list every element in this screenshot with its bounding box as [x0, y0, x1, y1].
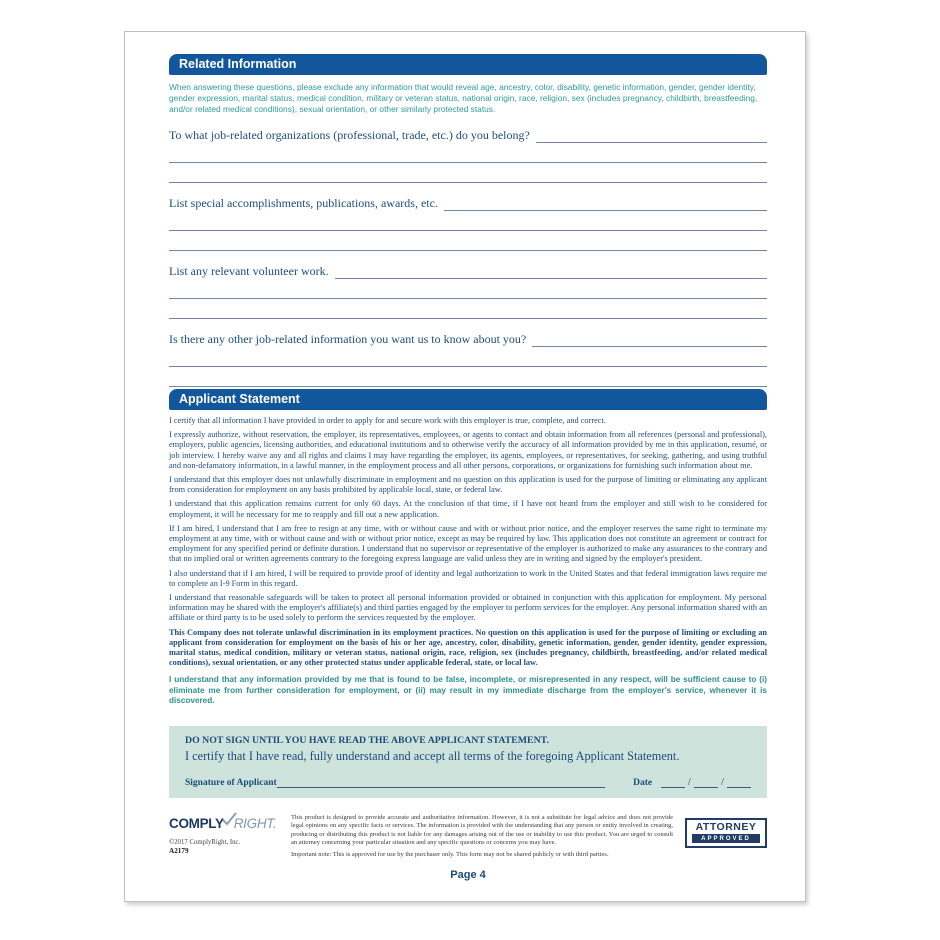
statement-paragraph: I certify that all information I have provided in order to apply for and secure work with this employer is true, complete, and correct. [169, 416, 606, 425]
question-label: To what job-related organizations (professional, trade, etc.) do you belong? [169, 128, 530, 142]
question-block [169, 332, 767, 387]
complyright-logo [169, 814, 279, 855]
answer-line[interactable] [169, 211, 767, 231]
signature-box [169, 726, 767, 798]
statement-paragraph: I understand that this application remains current for only 60 days. At the conclusion of that time, if I have not heard from the employer and still wish to be considered for employment, it will be necessary for me to reapply and fill out a new application. [169, 499, 767, 519]
answer-line[interactable] [169, 347, 767, 367]
important-note: Important note: This is approved for use by the purchaser only. This form may not be shared publicly or with third parties. [291, 851, 609, 859]
question-label: List special accomplishments, publications, awards, etc. [169, 196, 438, 210]
certify-statement: I certify that I have read, fully understand and accept all terms of the foregoing Applicant Statement. [185, 749, 680, 763]
intro-note: When answering these questions, please exclude any information that would reveal age, ancestry, color, disability, genetic information, gender, gender identity, gender expression, marital status, medical condition, military or veteran status, national origin, race, religion, sex (includes pregnancy, childbirth, breastfeeding, and/or related medical conditions), sexual orientation, or other similarly protected status. [169, 82, 758, 114]
footer [169, 814, 767, 881]
copyright-text: ©2017 ComplyRight, Inc. [169, 839, 241, 846]
page-number: Page 4 [450, 869, 486, 882]
date-field-month[interactable] [661, 776, 685, 788]
legal-disclaimer: This product is designed to provide accurate and authoritative information. However, it is not a substitute for legal advice and does not provide legal opinions on any specific facts or services. The information is provided with the understanding that any person or entity involved in creating, producing or distributing this product is not liable for any damages arising out of the use or inability to use this product. You are urged to consult an attorney concerning your particular situation and any specific questions or concerns you may have. [291, 814, 673, 846]
logo-right-text: RIGHT. [233, 816, 277, 831]
badge-approved-text: APPROVED [692, 834, 760, 843]
date-spacer [652, 776, 661, 788]
attorney-approved-badge [685, 818, 767, 848]
form-page-sheet [124, 31, 806, 902]
section-title: Applicant Statement [179, 392, 300, 406]
related-information-section [169, 54, 767, 387]
answer-line[interactable] [169, 231, 767, 251]
date-slash: / [720, 776, 724, 788]
do-not-sign-warning: DO NOT SIGN UNTIL YOU HAVE READ THE ABOVE APPLICANT STATEMENT. [185, 735, 549, 746]
statement-paragraph-falsification: I understand that any information provided by me that is found to be false, incomplete, or misrepresented in any respect, will be sufficient cause to (i) eliminate me from further consideration for employment, or (ii) may result in my immediate discharge from the employer's service, whenever it is discovered. [169, 675, 767, 706]
statement-paragraph: I understand that this employer does not unlawfully discriminate in employment and no question on this application is used for the purpose of limiting or eliminating any applicant from consideration for employment on any basis prohibited by applicable local, state, or federal law. [169, 475, 767, 495]
answer-inline-line[interactable] [335, 266, 767, 279]
applicant-statement-header [169, 389, 767, 410]
answer-inline-line[interactable] [536, 130, 767, 143]
question-block [169, 264, 767, 319]
statement-paragraph: I also understand that if I am hired, I will be required to provide proof of identity and legal authorization to work in the United States and that federal immigration laws require me to complete an I-9 Form in this regard. [169, 568, 767, 588]
question-label: List any relevant volunteer work. [169, 264, 329, 278]
answer-inline-line[interactable] [532, 334, 767, 347]
date-field-day[interactable] [694, 776, 718, 788]
form-number: A2179 [169, 847, 189, 855]
badge-attorney-text: ATTORNEY [695, 821, 757, 833]
answer-line[interactable] [169, 279, 767, 299]
applicant-statement-section [169, 389, 767, 707]
statement-paragraph: I expressly authorize, without reservation, the employer, its representatives, employees, or agents to contact and obtain information from all references (personal and professional), employers, public agencies, licensing authorities, and educational institutions and to otherwise verify the accuracy of all information provided by me in this application, resumé, or job interview. I hereby waive any and all rights and claims I may have regarding the employer, its agents, employees, or representatives, for seeking, gathering, and using truthful and non-defamatory information, in a lawful manner, in the employment process and all other persons, corporations, or organizations for furnishing such information about me. [169, 430, 767, 470]
date-field-group [633, 776, 751, 788]
question-label: Is there any other job-related information you want us to know about you? [169, 332, 527, 346]
date-field-year[interactable] [727, 776, 751, 788]
related-information-header [169, 54, 767, 75]
statement-paragraph-nondiscrimination: This Company does not tolerate unlawful discrimination in its employment practices. No question on this application is used for the purpose of limiting or excluding an applicant from consideration for employment on the basis of his or her age, ancestry, color, disability, genetic information, gender, gender identity, gender expression, marital status, medical condition, military or veteran status, national origin, race, religion, sex (includes pregnancy, childbirth, breastfeeding, and/or related medical conditions), sexual orientation, or any other protected status under applicable federal, state, or local law. [169, 627, 767, 668]
section-title: Related Information [179, 57, 297, 71]
answer-line[interactable] [169, 163, 767, 183]
check-icon [222, 812, 237, 831]
date-label: Date [633, 778, 653, 788]
question-block [169, 196, 767, 251]
answer-inline-line[interactable] [444, 198, 767, 211]
answer-line[interactable] [169, 299, 767, 319]
statement-paragraph: If I am hired, I understand that I am free to resign at any time, with or without cause and with or without prior notice, and the employer reserves the same right to terminate my employment at any time, with or without cause and with or without prior notice, except as may be required by law. This application does not constitute an agreement or contract for employment for any specified period or definite duration. I understand that no supervisor or representative of the employer is authorized to make any assurances to the contrary and that no implied oral or written agreements contrary to the foregoing express language are valid unless they are in writing and signed by the employer's president. [169, 523, 767, 564]
logo-comply-text: COMPLY [169, 816, 224, 831]
answer-line[interactable] [169, 367, 767, 387]
question-block [169, 128, 767, 183]
answer-line[interactable] [169, 143, 767, 163]
statement-paragraph: I understand that reasonable safeguards will be taken to protect all personal information provided or obtained in conjunction with this application for employment. My personal information may be shared with the employer's affiliate(s) and third parties engaged by the employer to perform services for the employer. Any personal information shared with an affiliate or third party is to be used solely to perform the services requested by the employer. [169, 593, 767, 623]
signature-label: Signature of Applicant [185, 778, 277, 788]
date-slash: / [687, 776, 691, 788]
signature-line[interactable] [277, 776, 605, 788]
